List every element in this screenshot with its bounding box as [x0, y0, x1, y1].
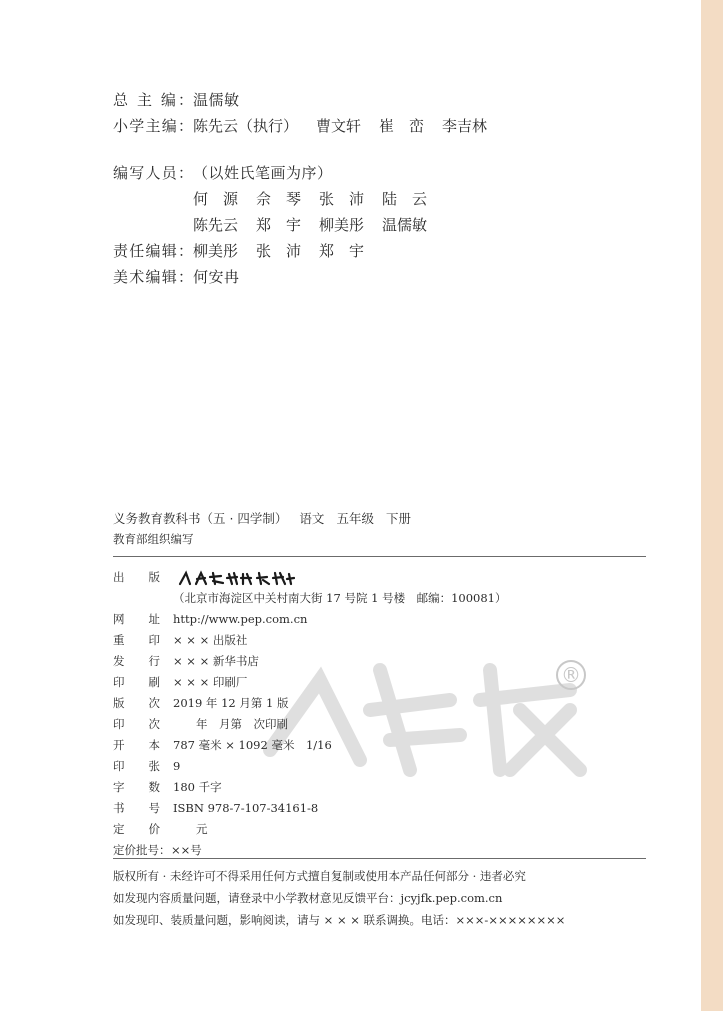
pub-row-impression: [113, 714, 288, 734]
writers-note: （以姓氏笔画为序）: [193, 164, 333, 182]
writer-name: 何 源: [193, 190, 239, 208]
book-grade: 五年级: [336, 511, 374, 526]
book-series: 义务教育教科书（五 · 四学制）: [113, 511, 288, 526]
writer-name: 郑 宇: [256, 216, 302, 234]
publisher-calligraphy-logo-icon: [177, 570, 295, 586]
writer-name: 张 沛: [319, 190, 365, 208]
art-editor-label: 美术编辑：: [113, 268, 193, 286]
pub-row-printing: [113, 672, 247, 692]
chief-editor-row: [113, 88, 240, 112]
watermark-calligraphy: [250, 640, 610, 790]
pub-value: 180 千字: [173, 780, 222, 794]
pub-label: 书 号: [113, 801, 160, 815]
pub-label: 发 行: [113, 654, 160, 668]
pub-value: × × × 新华书店: [173, 654, 259, 668]
pub-label: 版 次: [113, 696, 160, 710]
pub-value: 9: [173, 759, 181, 773]
responsible-editor-label: 责任编辑：: [113, 242, 193, 260]
primary-editor-name: 崔 峦: [379, 117, 425, 135]
writers-row: [113, 161, 333, 185]
pub-row-sheets: [113, 756, 180, 776]
compiling-organization: 教育部组织编写: [113, 532, 194, 546]
pub-value: 年 月第 次印刷: [173, 717, 288, 731]
pub-value: 元: [173, 822, 208, 836]
book-title: [113, 509, 423, 527]
writer-name: 佘 琴: [256, 190, 302, 208]
responsible-editor-name: 郑 宇: [319, 242, 365, 260]
primary-editor-label: 小学主编：: [113, 117, 193, 135]
book-volume: 下册: [385, 511, 411, 526]
pub-row-wordcount: [113, 777, 222, 797]
writers-names-row-1: [193, 187, 445, 211]
primary-editor-name: 陈先云（执行）: [193, 117, 299, 135]
pub-label: 重 印: [113, 633, 160, 647]
writer-name: 温儒敏: [382, 216, 428, 234]
pub-row-isbn: [113, 798, 318, 818]
pub-row-format: [113, 735, 332, 755]
content-feedback-notice: 如发现内容质量问题，请登录中小学教材意见反馈平台：jcyjfk.pep.com.cn: [113, 891, 503, 905]
registered-mark-icon: ®: [556, 660, 586, 690]
pub-label: 定价批号：: [113, 843, 171, 857]
art-editor-name: 何安冉: [193, 268, 240, 286]
page-edge-strip: [701, 0, 723, 1011]
pub-row-edition: [113, 693, 289, 713]
pub-row-reprint: [113, 630, 247, 650]
divider-top: [113, 556, 646, 557]
primary-editor-row: [113, 114, 505, 138]
writer-name: 陆 云: [382, 190, 428, 208]
writer-name: 柳美彤: [319, 216, 365, 234]
pub-label: 定 价: [113, 822, 160, 836]
primary-editor-name: 李吉林: [442, 117, 488, 135]
pub-value: 787 毫米 × 1092 毫米 1/16: [173, 738, 332, 752]
book-subject: 语文: [299, 511, 325, 526]
writers-names-row-2: [193, 213, 445, 237]
pub-row-address: [173, 588, 506, 608]
pub-value: ISBN 978-7-107-34161-8: [173, 801, 319, 815]
pub-value: ××号: [171, 843, 202, 857]
pub-label: 印 张: [113, 759, 160, 773]
responsible-editor-name: 柳美彤: [193, 242, 239, 260]
writers-label: 编写人员：: [113, 164, 193, 182]
pub-label: 开 本: [113, 738, 160, 752]
pub-label: 印 次: [113, 717, 160, 731]
pub-row-price-approval: [113, 840, 202, 860]
pub-value: × × × 印刷厂: [173, 675, 248, 689]
responsible-editor-row: [113, 239, 382, 263]
art-editor-row: [113, 265, 240, 289]
pub-label: 出 版: [113, 570, 160, 584]
pub-row-price: [113, 819, 208, 839]
writer-name: 陈先云: [193, 216, 239, 234]
chief-editor-name: 温儒敏: [193, 91, 240, 109]
pub-row-distribution: [113, 651, 259, 671]
pub-value: 2019 年 12 月第 1 版: [173, 696, 289, 710]
pub-value: × × × 出版社: [173, 633, 248, 647]
primary-editor-name: 曹文轩: [316, 117, 362, 135]
print-quality-notice: 如发现印、装质量问题，影响阅读，请与 × × × 联系调换。电话：×××-××××××××: [113, 913, 566, 927]
pub-row-website: [113, 609, 307, 629]
chief-editor-label: 总 主 编：: [113, 91, 193, 109]
pub-row-publisher: [113, 567, 295, 587]
publisher-address: （北京市海淀区中关村南大街 17 号院 1 号楼 邮编：100081）: [173, 591, 507, 605]
responsible-editor-name: 张 沛: [256, 242, 302, 260]
copyright-notice: 版权所有 · 未经许可不得采用任何方式擅自复制或使用本产品任何部分 · 违者必究: [113, 869, 526, 883]
pub-label: 印 刷: [113, 675, 160, 689]
pub-label: 字 数: [113, 780, 160, 794]
divider-bottom: [113, 858, 646, 859]
pub-label: 网 址: [113, 612, 160, 626]
pub-value: http://www.pep.com.cn: [173, 612, 308, 626]
